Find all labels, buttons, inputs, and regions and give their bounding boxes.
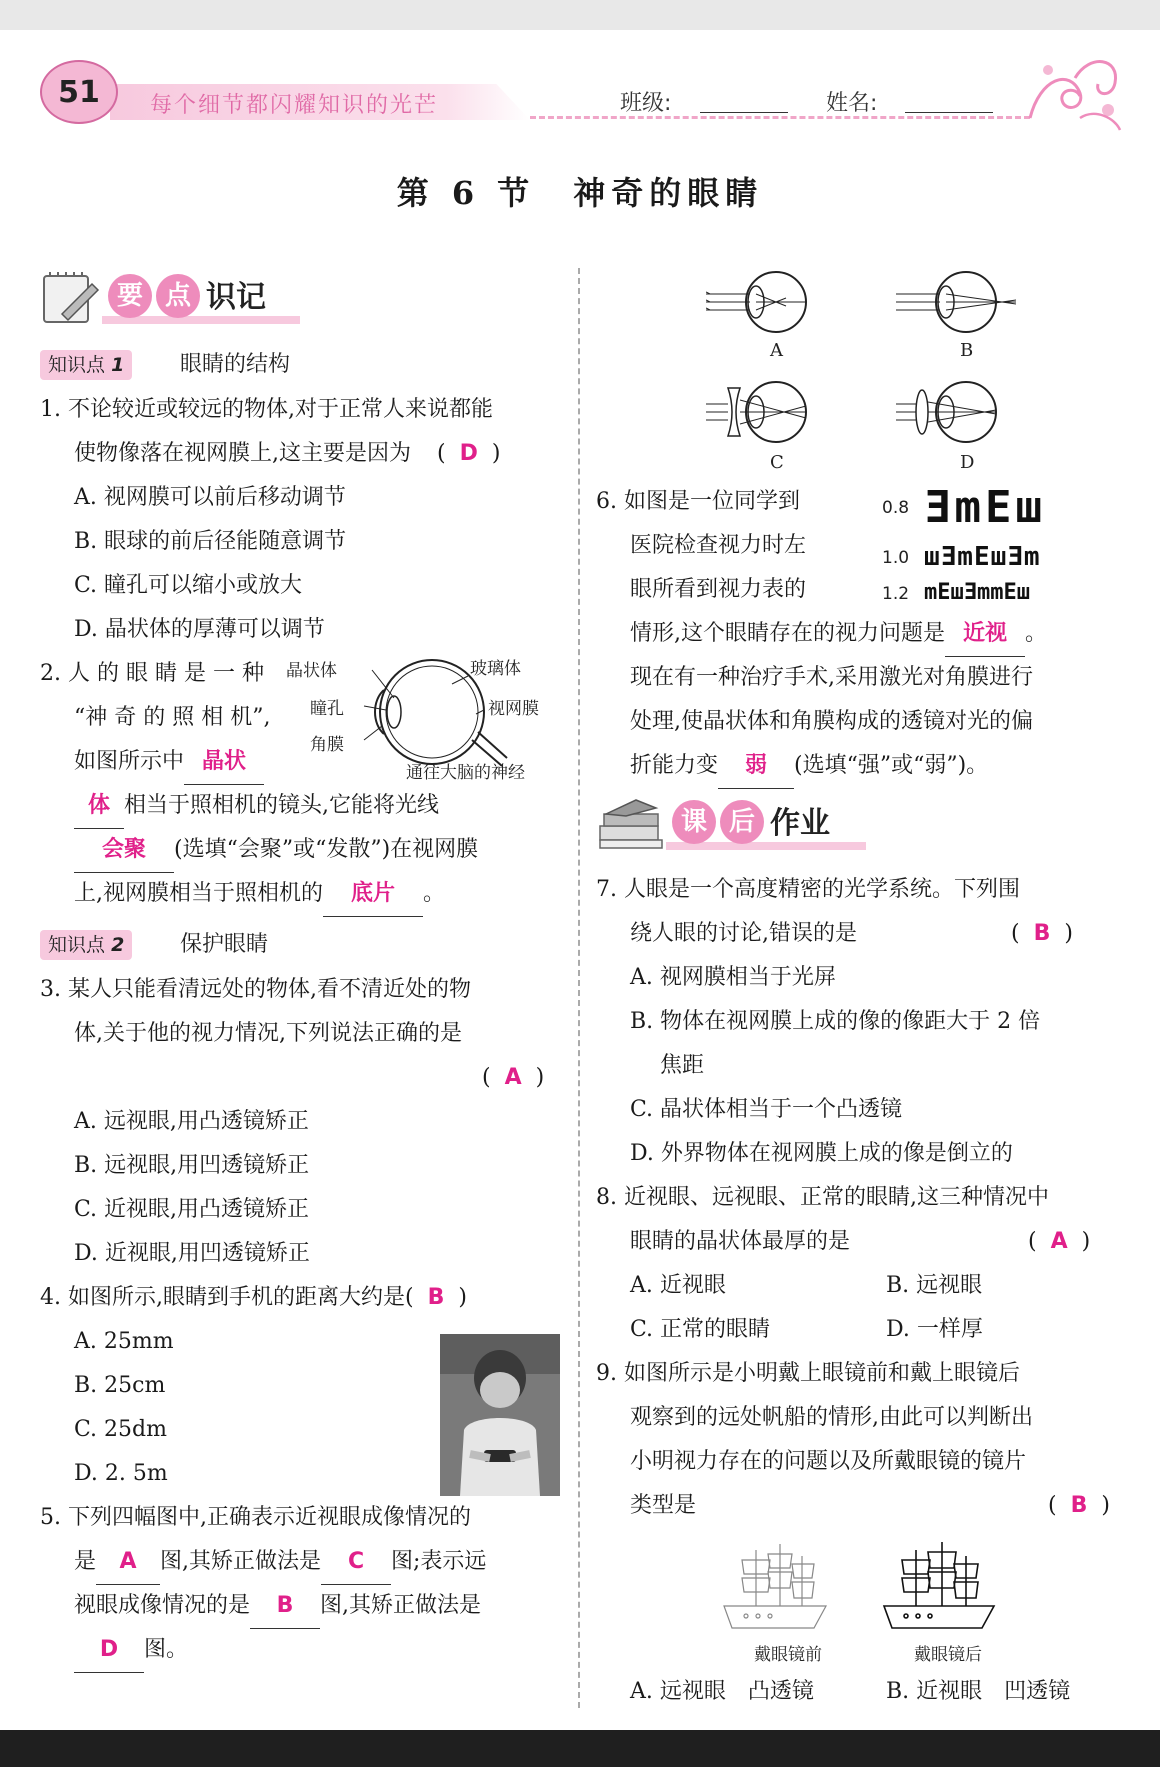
q2-blank-2: 会聚	[74, 828, 174, 873]
knowledge-point-tag: 知识点 2	[40, 930, 132, 960]
eye-structure-diagram	[286, 654, 562, 784]
q3-option: D. 近视眼,用凹透镜矫正	[74, 1241, 310, 1266]
lens-label: 晶状体	[286, 661, 337, 681]
header-dash-line	[530, 116, 1030, 119]
q6-line: 6. 如图是一位同学到	[596, 489, 800, 514]
cornea-label: 角膜	[310, 735, 344, 755]
bottom-margin	[0, 1730, 1160, 1767]
q5-blank-1: A	[96, 1540, 160, 1585]
acuity-value: 1.2	[882, 584, 910, 604]
q5-blank-3: B	[250, 1584, 320, 1629]
q3-option: C. 近视眼,用凸透镜矫正	[74, 1197, 310, 1222]
knowledge-point-title: 保护眼睛	[180, 932, 269, 957]
q7-option: 焦距	[660, 1053, 705, 1078]
q6-blank-2: 弱	[718, 744, 794, 789]
q1-answer: D	[459, 441, 478, 466]
q9-line: 观察到的远处帆船的情形,由此可以判断出	[630, 1405, 1033, 1430]
q8-option: A. 近视眼	[630, 1273, 726, 1298]
q6-blank-1: 近视	[945, 612, 1025, 657]
q4-answer: B	[427, 1285, 445, 1310]
q8-option: C. 正常的眼睛	[630, 1317, 771, 1342]
q2-line: “神 奇 的 照 相 机”,	[74, 705, 271, 730]
knowledge-point-tag: 知识点 1	[40, 350, 132, 380]
homework-banner	[596, 796, 876, 852]
q5-figures	[706, 270, 1026, 480]
blurry-ship	[724, 1544, 826, 1628]
top-margin	[0, 0, 1160, 30]
q8-line: 眼睛的晶状体最厚的是 ( A )	[630, 1229, 1091, 1254]
q9-answer: B	[1070, 1493, 1088, 1518]
ship-caption-before: 戴眼镜前	[754, 1645, 822, 1665]
section-title: 第 6 节 神奇的眼睛	[396, 174, 764, 212]
class-field[interactable]	[700, 112, 788, 113]
q4-option: C. 25dm	[74, 1417, 167, 1442]
q2-line: 会聚 (选填“会聚”或“发散”)在视网膜	[74, 828, 478, 873]
key-points-banner	[40, 270, 310, 326]
q2-line: 上,视网膜相当于照相机的 底片 。	[74, 872, 445, 917]
q5-line: 是 A 图,其矫正做法是 C 图;表示远	[74, 1540, 486, 1585]
q2-blank-1: 晶状	[184, 740, 264, 785]
q3-line: 3. 某人只能看清远处的物体,看不清近处的物	[40, 977, 471, 1002]
q2-line: 如图所示中 晶状	[74, 740, 264, 785]
class-label: 班级:	[620, 91, 672, 116]
q9-line: 9. 如图所示是小明戴上眼镜前和戴上眼镜后	[596, 1361, 1020, 1386]
q2-line: 体 相当于照相机的镜头,它能将光线	[74, 784, 439, 829]
q6-line: 情形,这个眼睛存在的视力问题是 近视 。	[630, 612, 1047, 657]
fig-c	[706, 382, 806, 442]
notepad-pencil-icon	[40, 270, 102, 328]
eye-ray-diagrams-icon	[706, 270, 1026, 480]
clear-ship	[884, 1542, 994, 1628]
banner-title: 识记	[206, 280, 266, 315]
q9-line: 类型是 ( B )	[630, 1493, 1110, 1518]
pupil-label: 瞳孔	[310, 699, 344, 719]
acuity-value: 1.0	[882, 548, 910, 568]
q1-option: D. 晶状体的厚薄可以调节	[74, 617, 325, 642]
page-header	[0, 30, 1160, 150]
q8-line: 8. 近视眼、远视眼、正常的眼睛,这三种情况中	[596, 1185, 1049, 1210]
q6-line: 眼所看到视力表的	[630, 577, 807, 602]
q7-option: C. 晶状体相当于一个凸透镜	[630, 1097, 903, 1122]
q6-line: 医院检查视力时左	[630, 533, 807, 558]
q1-option: B. 眼球的前后径能随意调节	[74, 529, 347, 554]
q5-line: D 图。	[74, 1628, 188, 1673]
page-number: 51	[40, 60, 118, 124]
q8-answer: A	[1050, 1229, 1068, 1254]
q4-option: A. 25mm	[74, 1329, 174, 1354]
flourish-icon	[1020, 48, 1130, 138]
q7-option: A. 视网膜相当于光屏	[630, 965, 836, 990]
q9-option: A. 远视眼 凸透镜	[630, 1679, 814, 1704]
acuity-value: 0.8	[882, 498, 910, 518]
q7-answer: B	[1033, 921, 1051, 946]
q7-option: D. 外界物体在视网膜上成的像是倒立的	[630, 1141, 1013, 1166]
q2-blank-3: 底片	[323, 872, 423, 917]
q9-line: 小明视力存在的问题以及所戴眼镜的镜片	[630, 1449, 1027, 1474]
q4-line: 4. 如图所示,眼睛到手机的距离大约是( B )	[40, 1285, 467, 1310]
q8-option: B. 远视眼	[886, 1273, 983, 1298]
figure-label: B	[960, 340, 974, 361]
child-reading-phone-photo	[440, 1334, 560, 1496]
chart-row: ƎmEш	[924, 482, 1046, 533]
name-label: 姓名:	[826, 91, 878, 116]
q9-option: B. 近视眼 凹透镜	[886, 1679, 1071, 1704]
q6-line: 处理,使晶状体和角膜构成的透镜对光的偏	[630, 709, 1033, 734]
column-divider	[578, 268, 580, 1708]
q6-line: 现在有一种治疗手术,采用激光对角膜进行	[630, 665, 1033, 690]
q3-answer: A	[504, 1065, 522, 1090]
figure-label: A	[770, 340, 783, 361]
fig-b	[896, 272, 1016, 332]
books-icon	[596, 796, 666, 852]
q5-blank-2: C	[321, 1540, 391, 1585]
q5-line: 5. 下列四幅图中,正确表示近视眼成像情况的	[40, 1505, 471, 1530]
q5-line: 视眼成像情况的是 B 图,其矫正做法是	[74, 1584, 481, 1629]
retina-label: 视网膜	[488, 699, 539, 719]
banner-title: 作业	[770, 806, 830, 841]
q3-line: 体,关于他的视力情况,下列说法正确的是	[74, 1021, 462, 1046]
q1-option: C. 瞳孔可以缩小或放大	[74, 573, 303, 598]
fig-a	[706, 272, 806, 332]
q3-option: A. 远视眼,用凸透镜矫正	[74, 1109, 309, 1134]
q7-line: 绕人眼的讨论,错误的是 ( B )	[630, 921, 1073, 946]
q5-blank-4: D	[74, 1628, 144, 1673]
figure-label: C	[770, 452, 784, 473]
name-field[interactable]	[905, 112, 993, 113]
fig-d	[896, 382, 996, 442]
q2-blank-1-cont: 体	[74, 784, 124, 829]
q1-line: 1. 不论较近或较远的物体,对于正常人来说都能	[40, 397, 493, 422]
q2-line: 2. 人 的 眼 睛 是 一 种	[40, 661, 264, 686]
q1-option: A. 视网膜可以前后移动调节	[74, 485, 346, 510]
banner-char-2: 后	[720, 800, 764, 844]
banner-char-1: 要	[108, 274, 152, 318]
chart-row: шƎmEшƎm	[924, 542, 1041, 572]
knowledge-point-title: 眼睛的结构	[180, 352, 291, 377]
vision-chart	[882, 482, 1126, 612]
vitreous-label: 玻璃体	[470, 659, 521, 679]
chart-row: mEшƎmmEш	[924, 580, 1030, 605]
sailing-ship-figures	[716, 1540, 1006, 1636]
q1-line: 使物像落在视网膜上,这主要是因为 ( D )	[74, 441, 501, 466]
q7-line: 7. 人眼是一个高度精密的光学系统。下列围	[596, 877, 1020, 902]
q3-answer-bracket: ( A )	[482, 1065, 545, 1090]
q6-line: 折能力变 弱 (选填“强”或“弱”)。	[630, 744, 988, 789]
q4-option: D. 2. 5m	[74, 1461, 168, 1486]
figure-label: D	[960, 452, 975, 473]
q4-option: B. 25cm	[74, 1373, 166, 1398]
q8-option: D. 一样厚	[886, 1317, 983, 1342]
banner-char-2: 点	[156, 274, 200, 318]
q7-option: B. 物体在视网膜上成的像的像距大于 2 倍	[630, 1009, 1041, 1034]
nerve-label: 通往大脑的神经	[406, 763, 525, 783]
q3-option: B. 远视眼,用凹透镜矫正	[74, 1153, 310, 1178]
ship-caption-after: 戴眼镜后	[914, 1645, 982, 1665]
motto: 每个细节都闪耀知识的光芒	[150, 93, 439, 118]
banner-char-1: 课	[672, 800, 716, 844]
